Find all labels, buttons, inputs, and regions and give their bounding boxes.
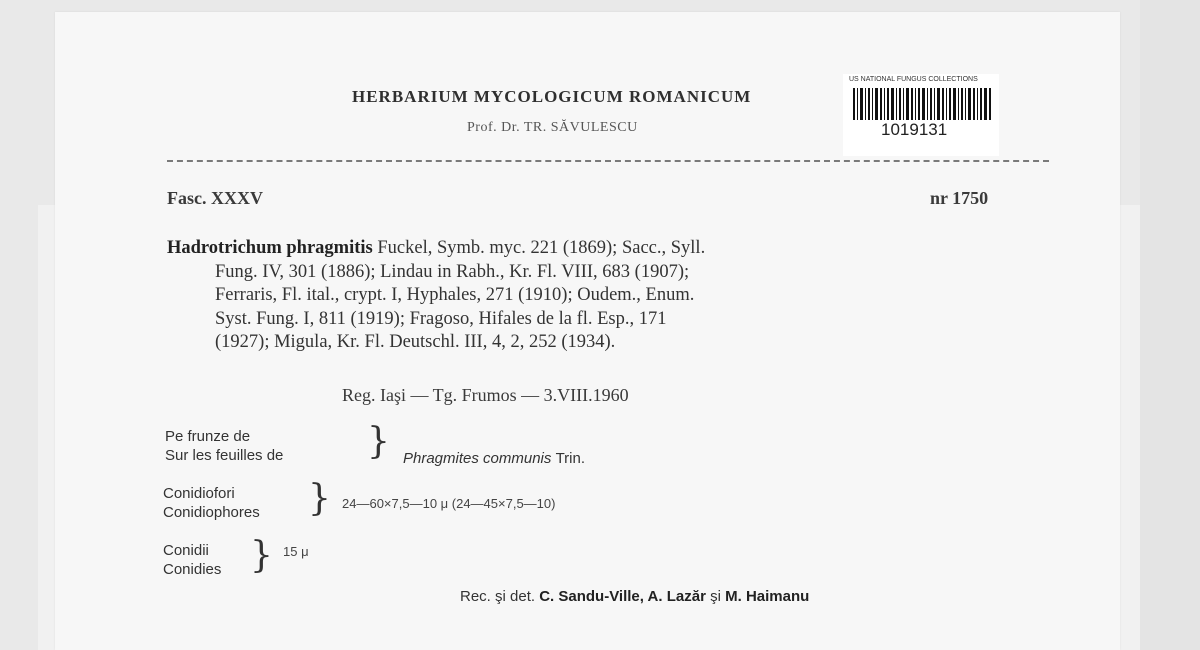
herbarium-subtitle: Prof. Dr. TR. SĂVULESCU xyxy=(467,120,638,135)
conidiophores-brace: } xyxy=(308,478,331,519)
barcode-caption: US NATIONAL FUNGUS COLLECTIONS xyxy=(849,76,978,83)
barcode-icon xyxy=(853,88,991,120)
sheet-edge xyxy=(1140,0,1200,650)
conidiophores-label: Conidiofori Conidiophores xyxy=(163,485,260,521)
host-plant: Phragmites communis Trin. xyxy=(403,450,586,467)
description-line-2: Fung. IV, 301 (1886); Lindau in Rabh., Kr. Fl. VIII, 683 (1907); xyxy=(215,261,690,282)
specimen-number: nr 1750 xyxy=(930,188,989,208)
collectors-line: Rec. şi det. C. Sandu-Ville, A. Lazăr şi M. Haimanu xyxy=(460,588,810,605)
herbarium-title: HERBARIUM MYCOLOGICUM ROMANICUM xyxy=(352,87,752,106)
fascicle-label: Fasc. XXXV xyxy=(167,188,263,208)
conidiophores-measurement: 24—60×7,5—10 μ (24—45×7,5—10) xyxy=(342,496,556,511)
species-name: Hadrotrichum phragmitis xyxy=(167,238,373,258)
header-divider xyxy=(167,160,1049,162)
locality-line: Reg. Iaşi — Tg. Frumos — 3.VIII.1960 xyxy=(342,385,629,405)
conidia-measurement: 15 μ xyxy=(283,544,309,559)
specimen-label xyxy=(55,12,1120,650)
description-line-4: Syst. Fung. I, 811 (1919); Fragoso, Hifales de la fl. Esp., 171 xyxy=(215,308,667,329)
conidia-brace: } xyxy=(250,535,273,576)
substrate-label: Pe frunze de Sur les feuilles de xyxy=(165,428,284,464)
description-line-5: (1927); Migula, Kr. Fl. Deutschl. III, 4, 2, 252 (1934). xyxy=(215,332,616,352)
species-description xyxy=(167,237,997,355)
barcode-number: 1019131 xyxy=(881,120,948,139)
conidia-label: Conidii Conidies xyxy=(163,542,222,578)
barcode-sticker xyxy=(843,74,999,156)
substrate-brace: } xyxy=(367,421,390,462)
description-line-1: Hadrotrichum phragmitis Fuckel, Symb. myc. 221 (1869); Sacc., Syll. xyxy=(167,238,706,258)
description-line-3: Ferraris, Fl. ital., crypt. I, Hyphales, 271 (1910); Oudem., Enum. xyxy=(215,285,695,305)
